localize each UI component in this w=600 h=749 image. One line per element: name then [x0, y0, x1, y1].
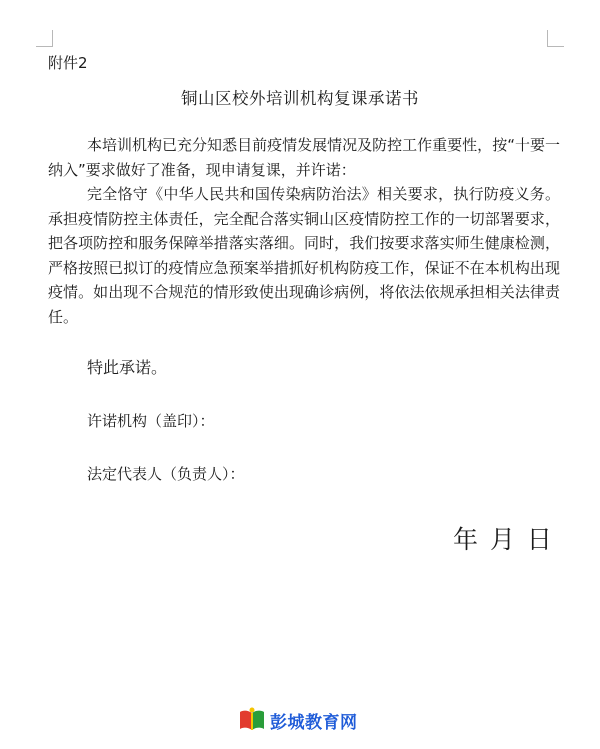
closing-statement: 特此承诺。 — [87, 358, 168, 377]
page-corner-mark-top-right — [547, 30, 564, 47]
signature-representative-line: 法定代表人（负责人）： — [87, 465, 245, 483]
date-line: 年 月 日 — [453, 525, 554, 554]
document-title: 铜山区校外培训机构复课承诺书 — [181, 89, 419, 108]
body-paragraph-2: 完全恪守《中华人民共和国传染病防治法》相关要求，执行防疫义务。承担疫情防控主体责任，完全配合落实铜山区疫情防控工作的一切部署要求，把各项防控和服务保障举措落实落细。同时，我们按要求落实师生健康检测，严格按照已拟订的疫情应急预案举措抓好机构防疫工作，保证不在本机构出现疫情。如出现不合规范的情形致使出现确诊病例，将依法依规承担相关法律责任。 — [48, 185, 560, 326]
book-icon — [238, 707, 266, 733]
body-paragraph-1: 本培训机构已充分知悉目前疫情发展情况及防控工作重要性，按“十要一纳入”要求做好了准备，现申请复课，并许诺： — [48, 136, 560, 179]
signature-organization-line: 许诺机构（盖印）： — [87, 412, 215, 430]
page-corner-mark-top-left — [36, 30, 53, 47]
watermark-logo — [238, 706, 358, 734]
watermark-brand-text: 彭城教育网 — [270, 712, 358, 733]
annex-label: 附件2 — [48, 54, 88, 72]
